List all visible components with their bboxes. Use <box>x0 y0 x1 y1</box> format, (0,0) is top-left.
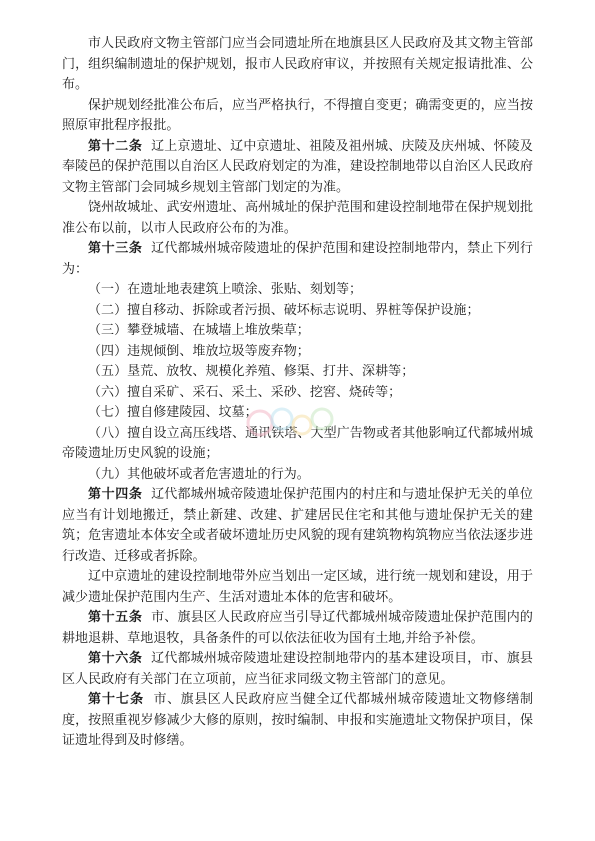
paragraph-text: 饶州故城址、武安州遗址、高州城址的保护范围和建设控制地带在保护规划批准公布以前，以市人民政府公布的为准。 <box>62 200 533 236</box>
list-item: （五）垦荒、放牧、规模化养殖、修渠、打井、深耕等； <box>88 364 415 379</box>
article-15 <box>62 608 533 649</box>
paragraph-2 <box>62 96 533 137</box>
paragraph-text: 市、旗县区人民政府应当引导辽代都城州城帝陵遗址保护范围内的耕地退耕、草地退牧，具备条件的可以依法征收为国有土地,并给予补偿。 <box>62 610 533 646</box>
paragraph-text: 市、旗县区人民政府应当健全辽代都城州城帝陵遗址文物修缮制度，按照重视岁修减少大修的原则，按时编制、申报和实施遗址文物保护项目，保证遗址得到及时修缮。 <box>62 692 533 748</box>
paragraph-1 <box>62 34 533 96</box>
article-16 <box>62 649 533 690</box>
paragraph-text: 辽中京遗址的建设控制地带外应当划出一定区域，进行统一规划和建设，用于减少遗址保护范围内生产、生活对遗址本体的危害和破坏。 <box>62 569 533 605</box>
paragraph-text: 辽上京遗址、辽中京遗址、祖陵及祖州城、庆陵及庆州城、怀陵及奉陵邑的保护范围以自治区人民政府划定的为准，建设控制地带以自治区人民政府文物主管部门会同城乡规划主管部门划定的为准。 <box>62 138 533 195</box>
article-heading: 第十六条 <box>88 651 143 666</box>
list-item: （二）擅自移动、拆除或者污损、破坏标志说明、界桩等保护设施； <box>88 302 480 318</box>
paragraph-4 <box>62 198 533 239</box>
article-heading: 第十二条 <box>88 138 143 154</box>
list-item: （七）擅自修建陵园、坟墓； <box>88 405 258 420</box>
paragraph-15 <box>62 567 533 608</box>
paragraph-text: 辽代都城州城帝陵遗址保护范围内的村庄和与遗址保护无关的单位应当有计划地搬迁，禁止新建、改建、扩建居民住宅和其他与遗址保护无关的建筑；危害遗址本体安全或者破坏遗址历史风貌的现有建筑物构筑物应当依法逐步进行改造、迁移或者拆除。 <box>62 487 533 564</box>
article-12 <box>62 137 533 199</box>
article-heading: 第十五条 <box>88 610 143 625</box>
list-item: （六）擅自采矿、采石、采土、采砂、挖窖、烧砖等； <box>88 384 402 400</box>
prohibited-acts-list <box>62 280 533 485</box>
article-13 <box>62 239 533 280</box>
list-item: （八）擅自设立高压线塔、通讯铁塔、大型广告物或者其他影响辽代都城州城帝陵遗址历史风貌的设施； <box>62 425 533 461</box>
paragraph-text: 辽代都城州城帝陵遗址的保护范围和建设控制地带内，禁止下列行为： <box>62 241 533 277</box>
list-item: （四）违规倾倒、堆放垃圾等废弃物； <box>88 343 310 359</box>
list-item: （一）在遗址地表建筑上喷涂、张贴、刻划等； <box>88 282 363 297</box>
article-heading: 第十四条 <box>88 487 143 502</box>
article-17 <box>62 690 533 752</box>
article-heading: 第十三条 <box>88 241 143 256</box>
list-item: （九）其他破坏或者危害遗址的行为。 <box>88 466 310 482</box>
paragraph-text: 保护规划经批准公布后，应当严格执行，不得擅自变更；确需变更的，应当按照原审批程序报批。 <box>62 97 533 133</box>
article-14 <box>62 485 533 567</box>
article-heading: 第十七条 <box>88 692 145 707</box>
paragraph-text: 市人民政府文物主管部门应当会同遗址所在地旗县区人民政府及其文物主管部门，组织编制遗址的保护规划，报市人民政府审议，并按照有关规定报请批准、公布。 <box>62 36 533 92</box>
paragraph-text: 辽代都城州城帝陵遗址建设控制地带内的基本建设项目，市、旗县区人民政府有关部门在立项前，应当征求同级文物主管部门的意见。 <box>62 651 533 687</box>
list-item: （三）攀登城墙、在城墙上堆放柴草； <box>88 323 310 338</box>
